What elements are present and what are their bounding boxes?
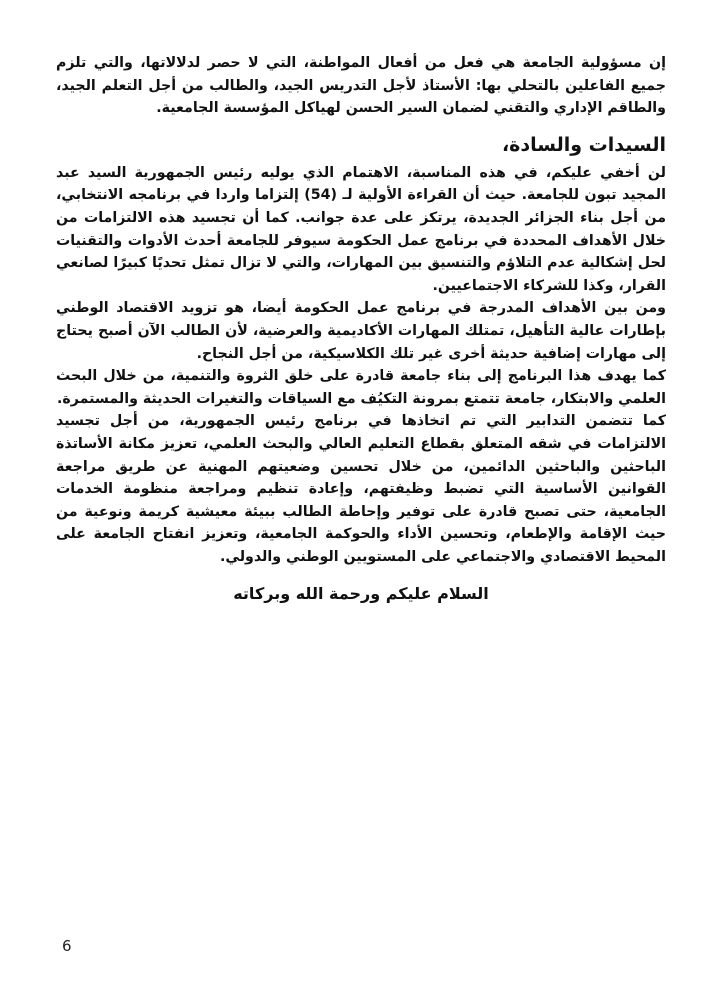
paragraph-2: ومن بين الأهداف المدرجة في برنامج عمل الحكومة أيضا، هو تزويد الاقتصاد الوطني بإطارات عالية التأهيل، تمتلك المهارات الأكاديمية والعرضية، لأن الطالب الآن أصبح يحتاج إلى مهارات إضافية حديثة أخرى غير تلك الكلاسيكية، من أجل النجاح. — [56, 300, 666, 362]
document-body — [56, 52, 666, 603]
section-heading: السيدات والسادة، — [501, 133, 666, 156]
paragraph-3: كما يهدف هذا البرنامج إلى بناء جامعة قادرة على خلق الثروة والتنمية، من خلال البحث العلمي والابتكار، جامعة تتمتع بمرونة التكيُف مع السياقات والتغيرات الحديثة والمستمرة. — [56, 368, 666, 407]
closing-salutation: السلام عليكم ورحمة الله وبركاته — [233, 584, 489, 604]
page-number: 6 — [62, 937, 72, 955]
paragraph-4: كما تتضمن التدابير التي تم اتخاذها في برنامج رئيس الجمهورية، من أجل تجسيد الالتزامات في شقه المتعلق بقطاع التعليم العالي والبحث العلمي، تعزيز مكانة الأساتذة الباحثين والباحثين الدائمين، من خلال تحسين وضعيتهم المهنية عن طريق مراجعة القوانين الأساسية التي تضبط وظيفتهم، وإعادة تنظيم ومراجعة منظومة الخدمات الجامعية، حتى تصبح قادرة على توفير وإحاطة الطالب ببيئة معيشية كريمة ونوعية من حيث الإقامة والإطعام، وتحسين الأداء والحوكمة الجامعية، وتعزيز انفتاح الجامعة على المحيط الاقتصادي والاجتماعي على المستويين الوطني والدولي. — [56, 413, 666, 565]
paragraph-1: لن أخفي عليكم، في هذه المناسبة، الاهتمام الذي يوليه رئيس الجمهورية السيد عبد المجيد تبون للجامعة. حيث أن القراءة الأولية لـ (54) إلتزاما واردا في برنامجه الانتخابي، من أجل بناء الجزائر الجديدة، يرتكز على عدة جوانب. كما أن تجسيد هذه الالتزامات من خلال الأهداف المحددة في برنامج عمل الحكومة سيوفر للجامعة أحدث الأدوات والتقنيات لحل إشكالية عدم التلاؤم والتنسيق بين المهارات، والتي لا تزال تمثل تحديًا كبيرًا لصانعي القرار، وكذا للشركاء الاجتماعيين. — [56, 164, 666, 294]
intro-paragraph: إن مسؤولية الجامعة هي فعل من أفعال المواطنة، التي لا حصر لدلالاتها، والتي تلزم جميع الفاعلين بالتحلي بها: الأستاذ لأجل التدريس الجيد، والطالب من أجل التعلم الجيد، والطاقم الإداري والتقني لضمان السير الحسن لهياكل المؤسسة الجامعية. — [56, 55, 666, 117]
